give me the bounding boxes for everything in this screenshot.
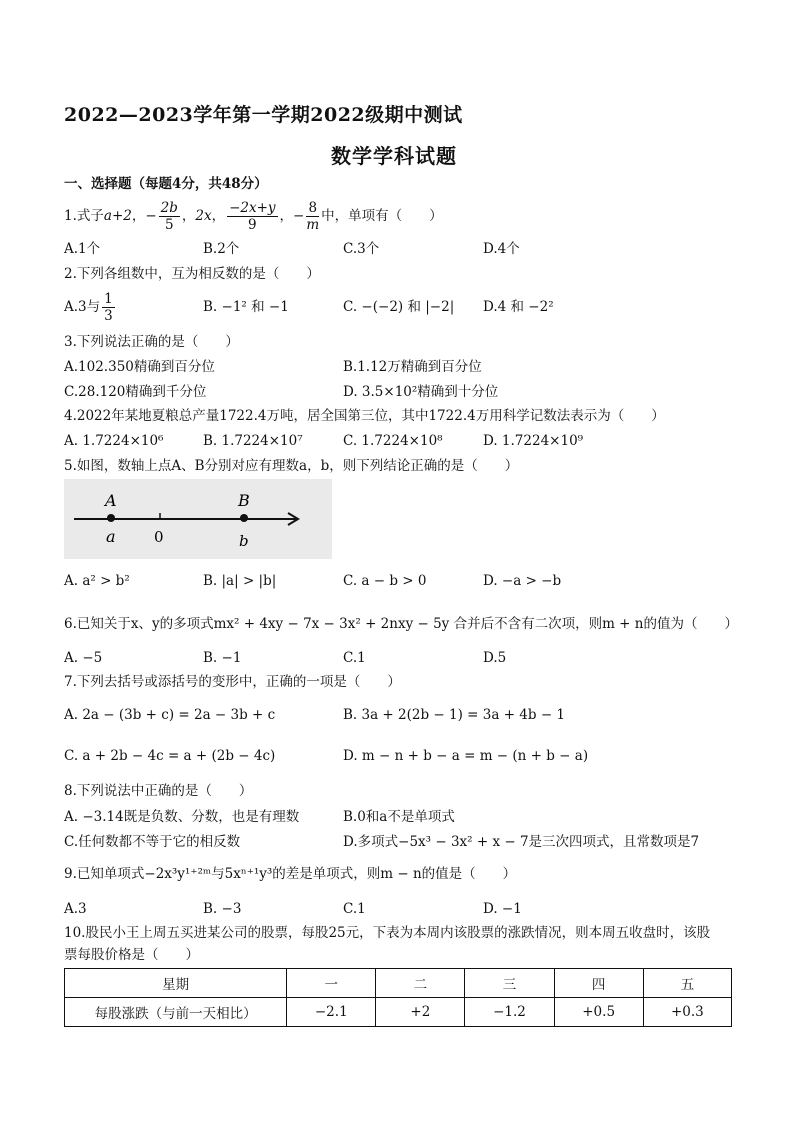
table-cell: +2 bbox=[376, 998, 465, 1027]
q9-option-d: D. −1 bbox=[483, 901, 522, 917]
question-6-stem: 6.已知关于x、y的多项式mx² + 4xy − 7x − 3x² + 2nxy − 5y 合并后不含有二次项，则m + n的值为（ ） bbox=[64, 616, 738, 632]
table-row bbox=[65, 998, 732, 1027]
q2-option-a-text: A.3与 bbox=[64, 299, 101, 315]
q2-option-a-num: 1 bbox=[104, 291, 113, 307]
q2-option-d: D.4 和 −2² bbox=[483, 299, 554, 315]
q5-option-b: B. |a| > |b| bbox=[203, 573, 277, 589]
q1-option-a: A.1个 bbox=[64, 241, 101, 257]
section-heading: 一、选择题（每题4分，共48分） bbox=[64, 176, 268, 192]
table-cell: −2.1 bbox=[287, 998, 376, 1027]
q3-option-a: A.102.350精确到百分位 bbox=[64, 359, 215, 375]
q1-expr-4-num: −2x+y bbox=[229, 200, 276, 216]
q4-option-a: A. 1.7224×10⁶ bbox=[64, 433, 164, 449]
zero-label: 0 bbox=[154, 528, 164, 546]
table-header-cell: 三 bbox=[465, 969, 554, 998]
q1-option-d: D.4个 bbox=[483, 241, 520, 257]
q7-option-c: C. a + 2b − 4c = a + (2b − 4c) bbox=[64, 748, 276, 764]
q9-option-b: B. −3 bbox=[203, 901, 242, 917]
table-header-cell: 四 bbox=[554, 969, 643, 998]
q3-option-d: D. 3.5×10²精确到十分位 bbox=[343, 384, 499, 400]
point-b-label: B bbox=[238, 491, 250, 510]
q6-option-b: B. −1 bbox=[203, 650, 242, 666]
q1-stem-post: 中，单项有（ ） bbox=[321, 208, 443, 224]
q4-option-b: B. 1.7224×10⁷ bbox=[203, 433, 303, 449]
q2-option-a-den: 3 bbox=[104, 308, 113, 324]
question-7-stem: 7.下列去括号或添括号的变形中，正确的一项是（ ） bbox=[64, 674, 401, 690]
q4-option-c: C. 1.7224×10⁸ bbox=[343, 433, 443, 449]
q5-option-c: C. a − b > 0 bbox=[343, 573, 427, 589]
table-header-cell: 二 bbox=[376, 969, 465, 998]
number-line-svg bbox=[64, 479, 332, 559]
question-8-stem: 8.下列说法中正确的是（ ） bbox=[64, 783, 253, 799]
table-header-row bbox=[65, 969, 732, 998]
table-header-cell: 一 bbox=[287, 969, 376, 998]
exam-subtitle: 数学学科试题 bbox=[331, 144, 457, 168]
q7-option-a: A. 2a − (3b + c) = 2a − 3b + c bbox=[64, 707, 276, 723]
table-cell: +0.3 bbox=[643, 998, 731, 1027]
question-10-stem-line-1: 10.股民小王上周五买进某公司的股票，每股25元，下表为本周内该股票的涨跌情况，则本周五收盘时，该股 bbox=[64, 925, 711, 941]
q1-expr-2-num: 2b bbox=[160, 200, 178, 216]
q4-option-d: D. 1.7224×10⁹ bbox=[483, 433, 584, 449]
q1-expr-5-den: m bbox=[306, 217, 320, 233]
table-header-cell: 星期 bbox=[65, 969, 287, 998]
q8-option-c: C.任何数都不等于它的相反数 bbox=[64, 834, 241, 850]
point-b-dot bbox=[240, 514, 248, 522]
q2-option-b: B. −1² 和 −1 bbox=[203, 299, 289, 315]
q1-expr-2-sign: − bbox=[145, 208, 157, 224]
q8-option-b: B.0和a不是单项式 bbox=[343, 809, 455, 825]
q3-option-c: C.28.120精确到千分位 bbox=[64, 384, 207, 400]
q7-option-b: B. 3a + 2(2b − 1) = 3a + 4b − 1 bbox=[343, 707, 566, 723]
q6-option-a: A. −5 bbox=[64, 650, 103, 666]
q1-expr-2-den: 5 bbox=[164, 217, 174, 233]
question-2-stem: 2.下列各组数中，互为相反数的是（ ） bbox=[64, 266, 320, 282]
q8-option-d: D.多项式−5x³ − 3x² + x − 7是三次四项式，且常数项是7 bbox=[343, 834, 700, 850]
table-header-cell: 五 bbox=[643, 969, 731, 998]
question-10-stem-line-2: 票每股价格是（ ） bbox=[64, 947, 199, 963]
table-cell: +0.5 bbox=[554, 998, 643, 1027]
table-cell: 每股涨跌（与前一天相比） bbox=[65, 998, 287, 1027]
question-5-stem: 5.如图，数轴上点A、B分别对应有理数a，b，则下列结论正确的是（ ） bbox=[64, 458, 519, 474]
q1-expr-5-num: 8 bbox=[306, 200, 319, 217]
point-a-label: A bbox=[105, 491, 117, 510]
q1-expr-3: 2x bbox=[195, 208, 212, 224]
q1-expr-1: a+2 bbox=[103, 208, 132, 224]
q1-expr-2-frac bbox=[159, 200, 180, 233]
stock-change-table bbox=[64, 968, 732, 1027]
q1-expr-5-sign: − bbox=[293, 208, 305, 224]
q8-option-a: A. −3.14既是负数、分数，也是有理数 bbox=[64, 809, 300, 825]
exam-title: 2022—2023学年第一学期2022级期中测试 bbox=[64, 104, 463, 126]
q3-option-b: B.1.12万精确到百分位 bbox=[343, 359, 482, 375]
q2-option-a-frac bbox=[102, 291, 115, 324]
point-a-dot bbox=[107, 514, 115, 522]
q1-expr-4-den: 9 bbox=[248, 217, 257, 233]
question-4-stem: 4.2022年某地夏粮总产量1722.4万吨，居全国第三位，其中1722.4万用科学记数法表示为（ ） bbox=[64, 408, 665, 424]
q2-option-c: C. −(−2) 和 |−2| bbox=[343, 299, 455, 315]
q1-option-c: C.3个 bbox=[343, 241, 380, 257]
q1-expr-5-frac bbox=[306, 200, 319, 233]
q9-option-a: A.3 bbox=[64, 901, 87, 917]
q1-option-b: B.2个 bbox=[203, 241, 240, 257]
q6-option-c: C.1 bbox=[343, 650, 366, 666]
q9-option-c: C.1 bbox=[343, 901, 366, 917]
value-b-label: b bbox=[239, 532, 249, 550]
value-a-label: a bbox=[106, 527, 116, 546]
q6-option-d: D.5 bbox=[483, 650, 507, 666]
question-3-stem: 3.下列说法正确的是（ ） bbox=[64, 334, 239, 350]
q5-option-d: D. −a > −b bbox=[483, 573, 562, 589]
table-cell: −1.2 bbox=[465, 998, 554, 1027]
number-line-figure bbox=[64, 479, 332, 559]
question-9-stem: 9.已知单项式−2x³y¹⁺²ᵐ与5xⁿ⁺¹y³的差是单项式，则m − n的值是（ ） bbox=[64, 866, 517, 882]
question-1-stem: 1.式子a+2，− $\frac{2b}{5}$ ，2x， $\frac{-2x+y}{9}$ ，− $\frac{8}{m}$ 中，单项有（ ） bbox=[64, 200, 443, 233]
q2-option-a bbox=[64, 288, 117, 326]
q1-expr-4-frac bbox=[227, 200, 277, 233]
q1-stem-pre: 1.式子 bbox=[64, 208, 104, 224]
q5-option-a: A. a² > b² bbox=[64, 573, 130, 589]
q7-option-d: D. m − n + b − a = m − (n + b − a) bbox=[343, 748, 589, 764]
